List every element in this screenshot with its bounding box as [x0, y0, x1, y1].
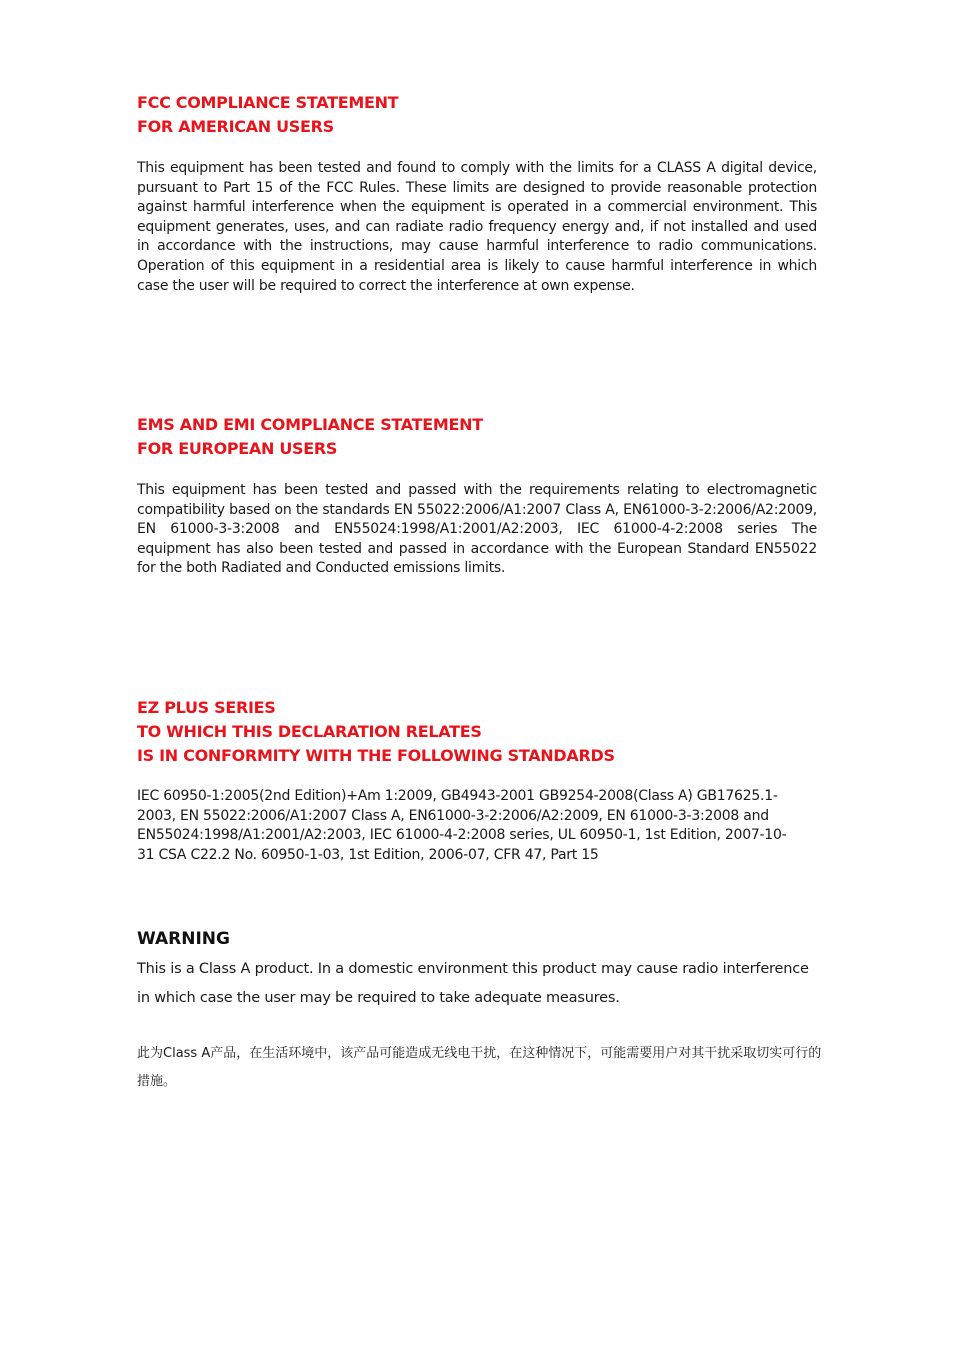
- fcc-heading-line1: FCC COMPLIANCE STATEMENT: [137, 93, 399, 112]
- warning-body-chinese: 此为Class A产品，在生活环境中，该产品可能造成无线电干扰，在这种情况下，可能需要用户对其干扰采取切实可行的措施。: [137, 1046, 822, 1089]
- warning-heading: WARNING: [137, 929, 230, 949]
- ez-heading-line2: TO WHICH THIS DECLARATION RELATES: [137, 722, 482, 741]
- fcc-heading-line2: FOR AMERICAN USERS: [137, 117, 334, 136]
- ez-heading-line3: IS IN CONFORMITY WITH THE FOLLOWING STANDARDS: [137, 746, 615, 765]
- warning-body: This is a Class A product. In a domestic environment this product may cause radio interference in which case the user may be required to take adequate measures.: [137, 961, 809, 1006]
- ems-body: This equipment has been tested and passed with the requirements relating to electromagnetic compatibility based on the standards EN 55022:2006/A1:2007 Class A, EN61000-3-2:2006/A2:2009, EN 61000-3-3:2008 and EN55024:1998/A1:2001/A2:2003, IEC 61000-4-2:2008 series The equipment has also been tested and passed in accordance with the European Standard EN55022 for the both Radiated and Conducted emissions limits.: [137, 482, 817, 577]
- ez-heading: [137, 696, 837, 768]
- ems-heading: [137, 413, 837, 461]
- ez-heading-line1: EZ PLUS SERIES: [137, 698, 276, 717]
- ems-heading-line2: FOR EUROPEAN USERS: [137, 439, 338, 458]
- fcc-heading: [137, 91, 837, 139]
- ems-heading-line1: EMS AND EMI COMPLIANCE STATEMENT: [137, 415, 483, 434]
- ez-standards-body: IEC 60950-1:2005(2nd Edition)+Am 1:2009, GB4943-2001 GB9254-2008(Class A) GB17625.1-2003, EN 55022:2006/A1:2007 Class A, EN61000-3-2:2006/A2:2009, EN 61000-3-3:2008 and EN55024:1998/A1:2001/A2:2003, IEC 61000-4-2:2008 series, UL 60950-1, 1st Edition, 2007-10-31 CSA C22.2 No. 60950-1-03, 1st Edition, 2006-07, CFR 47, Part 15: [137, 788, 787, 863]
- fcc-body: This equipment has been tested and found to comply with the limits for a CLASS A digital device, pursuant to Part 15 of the FCC Rules. These limits are designed to provide reasonable protection against harmful interference when the equipment is operated in a commercial environment. This equipment generates, uses, and can radiate radio frequency energy and, if not installed and used in accordance with the instructions, may cause harmful interference to radio communications. Operation of this equipment in a residential area is likely to cause harmful interference in which case the user will be required to correct the interference at own expense.: [137, 160, 817, 294]
